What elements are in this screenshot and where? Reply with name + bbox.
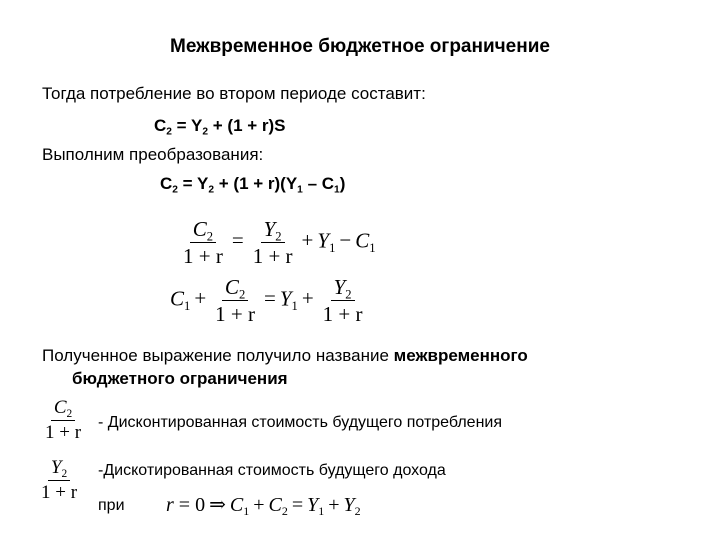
result-line-2: бюджетного ограничения: [72, 369, 288, 388]
formula2-c-subscript: 2: [172, 184, 178, 196]
note-income: -Дискотированная стоимость будущего дохода: [98, 462, 446, 479]
formula2-c: C: [160, 174, 173, 193]
fraction-y2-2: $\frac{Y_2}{1 + r}$: [322, 275, 363, 327]
formula-rest: + (1 + r)S: [208, 116, 286, 135]
result-plain: Полученное выражение получило название: [42, 346, 394, 365]
formula2-y-subscript: 2: [208, 184, 215, 196]
formula2-end: ): [339, 174, 346, 193]
formula-c-subscript: 2: [166, 126, 172, 138]
formula-c: C: [154, 116, 167, 135]
formula-consumption-second-period: [154, 116, 286, 136]
note-consumption: - Дисконтированная стоимость будущего потребления: [98, 414, 503, 431]
formula2-y1-subscript: 1: [297, 184, 303, 196]
formula2-c1-subscript: 1: [334, 184, 340, 196]
formula-transformed: [160, 174, 345, 194]
formula-y-subscript: 2: [202, 126, 209, 138]
note-fraction-income: $\frac{Y_2}{1 + r}$: [41, 457, 78, 503]
note-fraction-consumption: $\frac{C_2}{1 + r}$: [45, 397, 82, 443]
transform-line: Выполним преобразования:: [42, 145, 264, 164]
note-when: при: [98, 497, 125, 514]
equation-budget-constraint: $C_1$ + $\frac{C_2}{1 + r}$ = $Y_1$ + $\frac{Y_2}{1 + r}$: [170, 276, 368, 325]
formula2-mid: + (1 + r)(Y: [214, 174, 298, 193]
fraction-y2: $\frac{Y_2}{1 + r}$: [252, 217, 293, 269]
fraction-c2-2: $\frac{C_2}{1 + r}$: [215, 275, 255, 327]
page-title: Межвременное бюджетное ограничение: [170, 36, 550, 57]
equation-zero-rate: r = 0 ⇒ $C_1 + C_2 = Y_1 + Y_2$: [166, 494, 361, 519]
result-line-1: [42, 346, 528, 366]
equation-discounted: $\frac{C_2}{1 + r}$ = $\frac{Y_2}{1 + r}$ + $Y_1 - C_1$: [178, 218, 376, 267]
formula-eq: = Y: [171, 116, 203, 135]
formula2-minus: – C: [302, 174, 335, 193]
result-bold-1: межвременного: [393, 346, 528, 365]
formula2-eq: = Y: [177, 174, 209, 193]
intro-line: Тогда потребление во втором периоде составит:: [42, 84, 426, 103]
fraction-c2: $\frac{C_2}{1 + r}$: [183, 217, 223, 269]
